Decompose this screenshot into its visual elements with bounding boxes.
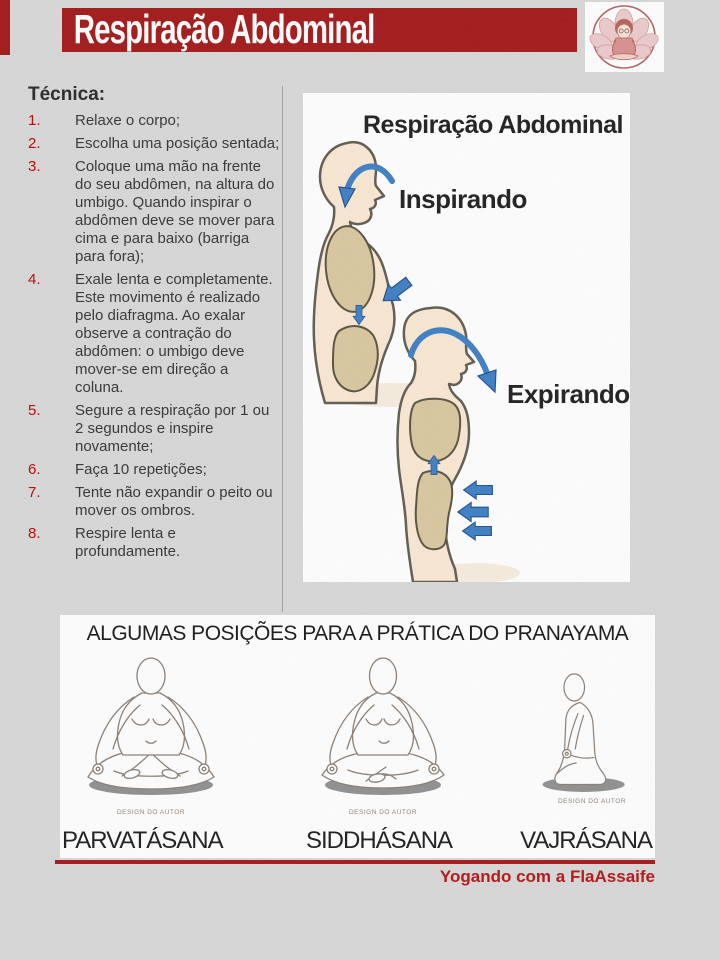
design-credit: DESIGN DO AUTOR [557, 798, 627, 805]
pose-label-vajrasana: VAJRÁSANA [520, 827, 652, 854]
step-number: 4. [28, 271, 41, 288]
design-credit: DESIGN DO AUTOR [348, 809, 418, 816]
diagram-title: Respiração Abdominal [363, 111, 623, 139]
corner-accent-bar [0, 0, 10, 55]
step-text: Escolha uma posição sentada; [75, 135, 280, 152]
step-number: 7. [28, 484, 41, 501]
parvatasana-figure-icon [66, 649, 236, 819]
step-text: Exale lenta e completamente. Este movimento é realizado pelo diafragma. Ao exalar observe a contração do abdômen: o umbigo deve mover-se em direção a coluna. [75, 271, 273, 396]
logo-box [585, 2, 664, 72]
step-number: 5. [28, 402, 41, 419]
poses-panel-title: ALGUMAS POSIÇÕES PARA A PRÁTICA DO PRANAYAMA [86, 622, 629, 645]
step-number: 2. [28, 135, 41, 152]
yoga-lotus-logo-icon [585, 2, 664, 72]
step-text: Tente não expandir o peito ou mover os ombros. [75, 484, 273, 519]
list-item [28, 158, 280, 266]
list-item [28, 402, 280, 456]
list-item [28, 525, 280, 561]
list-item [28, 112, 280, 130]
list-item [28, 484, 280, 520]
step-number: 8. [28, 525, 41, 542]
pose-figure-parvatasana [66, 649, 236, 816]
step-text: Coloque uma mão na frente do seu abdômen, na altura do umbigo. Quando inspirar o abdômen deve se mover para cima e para baixo (barriga para fora); [75, 158, 275, 265]
step-number: 1. [28, 112, 41, 129]
step-number: 3. [28, 158, 41, 175]
brand-signature: Yogando com a FlaAssaife [439, 867, 655, 886]
technique-heading: Técnica: [28, 84, 106, 105]
step-number: 6. [28, 461, 41, 478]
vertical-divider [282, 86, 283, 612]
step-text: Relaxe o corpo; [75, 112, 181, 129]
pose-label-parvatasana: PARVATÁSANA [62, 827, 223, 854]
step-text: Faça 10 repetições; [75, 461, 207, 478]
exhale-label: Expirando [507, 379, 630, 409]
title-banner [62, 8, 577, 52]
vajrasana-figure-icon [522, 663, 655, 808]
pranayama-poses-panel [60, 615, 655, 858]
list-item [28, 135, 280, 153]
pose-figure-vajrasana [522, 663, 655, 805]
footer-divider-rule [55, 860, 655, 864]
step-text: Segure a respiração por 1 ou 2 segundos e inspire novamente; [75, 402, 270, 455]
siddhasana-figure-icon [298, 649, 468, 819]
pose-label-siddhasana: SIDDHÁSANA [306, 827, 453, 854]
step-text: Respire lenta e profundamente. [75, 525, 181, 560]
list-item [28, 461, 280, 479]
pose-figure-siddhasana [298, 649, 468, 816]
slide-title: Respiração Abdominal [73, 8, 375, 52]
breathing-diagram-illustration [303, 93, 630, 582]
design-credit: DESIGN DO AUTOR [116, 809, 186, 816]
inhale-label: Inspirando [399, 184, 527, 214]
list-item [28, 271, 280, 397]
breathing-diagram-panel [303, 93, 630, 582]
technique-steps-list [28, 112, 280, 561]
